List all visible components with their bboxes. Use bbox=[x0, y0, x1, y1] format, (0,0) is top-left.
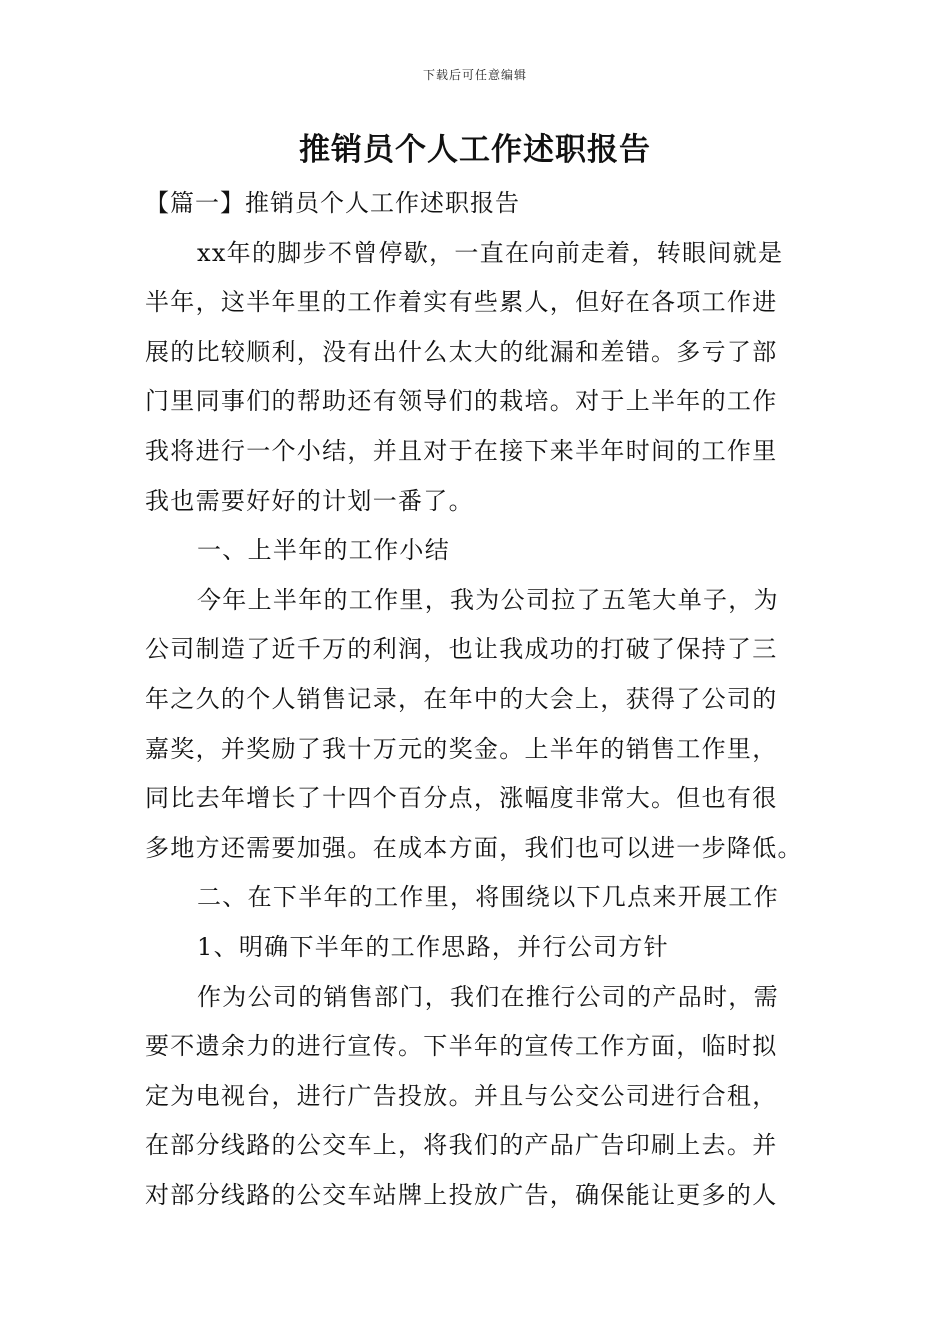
paragraph-line: 要不遗余力的进行宣传。下半年的宣传工作方面，临时拟 bbox=[145, 1032, 778, 1061]
header-note: 下载后可任意编辑 bbox=[422, 68, 527, 82]
paragraph-line: 公司制造了近千万的利润，也让我成功的打破了保持了三 bbox=[145, 635, 778, 664]
paragraph-line: 嘉奖，并奖励了我十万元的奖金。上半年的销售工作里， bbox=[145, 734, 778, 763]
paragraph-line: 半年，这半年里的工作着实有些累人，但好在各项工作进 bbox=[145, 288, 778, 317]
paragraph-line: 1、明确下半年的工作思路，并行公司方针 bbox=[197, 932, 669, 961]
paragraph-line: 今年上半年的工作里，我为公司拉了五笔大单子，为 bbox=[197, 585, 779, 614]
paragraph-line: 对部分线路的公交车站牌上投放广告，确保能让更多的人 bbox=[145, 1180, 778, 1209]
paragraph-line: 我也需要好好的计划一番了。 bbox=[145, 486, 474, 515]
paragraph-container bbox=[145, 229, 807, 1221]
paragraph-line: 同比去年增长了十四个百分点，涨幅度非常大。但也有很 bbox=[145, 784, 778, 813]
paragraph-line: 多地方还需要加强。在成本方面，我们也可以进一步降低。 bbox=[145, 833, 803, 862]
paragraph-line: 二、在下半年的工作里，将围绕以下几点来开展工作 bbox=[197, 883, 779, 912]
paragraph-line: xx年的脚步不曾停歇，一直在向前走着，转眼间就是 bbox=[197, 238, 784, 267]
paragraph-line: 一、上半年的工作小结 bbox=[197, 536, 450, 565]
paragraph-line: 年之久的个人销售记录，在年中的大会上，获得了公司的 bbox=[145, 684, 778, 713]
paragraph-line: 门里同事们的帮助还有领导们的栽培。对于上半年的工作 bbox=[145, 387, 778, 416]
document-body bbox=[145, 179, 807, 1220]
paragraph-line: 在部分线路的公交车上，将我们的产品广告印刷上去。并 bbox=[145, 1131, 778, 1160]
section-heading: 【篇一】推销员个人工作述职报告 bbox=[145, 189, 520, 217]
document-title: 推销员个人工作述职报告 bbox=[299, 132, 651, 168]
paragraph-line: 我将进行一个小结，并且对于在接下来半年时间的工作里 bbox=[145, 436, 778, 465]
paragraph-line: 作为公司的销售部门，我们在推行公司的产品时，需 bbox=[197, 982, 779, 1011]
paragraph-line: 定为电视台，进行广告投放。并且与公交公司进行合租， bbox=[145, 1081, 778, 1110]
paragraph-line: 展的比较顺利，没有出什么太大的纰漏和差错。多亏了部 bbox=[145, 337, 778, 366]
